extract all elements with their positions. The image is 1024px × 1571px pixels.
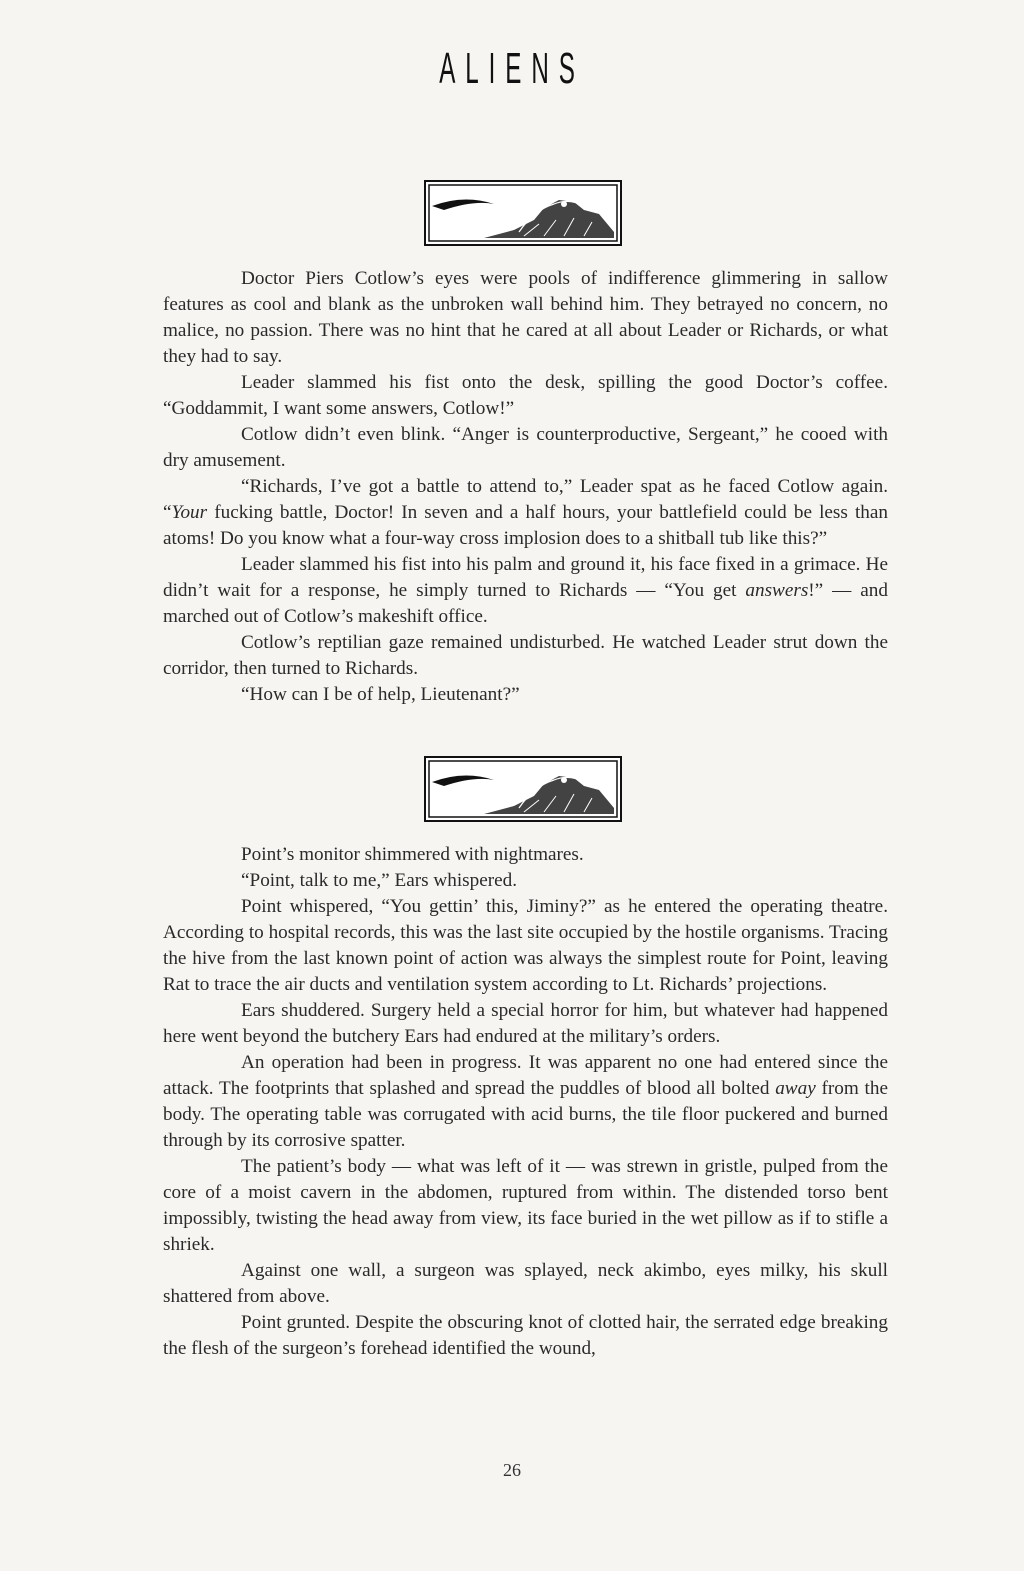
section-2-text <box>163 842 888 1362</box>
emphasis: answers <box>745 580 809 601</box>
alien-illustration-icon <box>424 756 622 822</box>
emphasis: away <box>775 1078 816 1099</box>
paragraph-start: “Richards, I’ve got a battle to attend to,” Leader spat as he faced Cotlow again. “ <box>163 476 888 523</box>
paragraph <box>163 474 888 552</box>
paragraph: Point whispered, “You gettin’ this, Jiminy?” as he entered the operating theatre. According to hospital records, this was the last site occupied by the hostile organisms. Tracing the hive from the last known point of action was always the simplest route for Point, leaving Rat to trace the air ducts and ventilation system according to Lt. Richards’ projections. <box>163 896 888 995</box>
paragraph: Cotlow didn’t even blink. “Anger is counterproductive, Sergeant,” he cooed with dry amusement. <box>163 424 888 471</box>
paragraph-rest: fucking battle, Doctor! In seven and a half hours, your battlefield could be less than atoms! Do you know what a four-way cross implosion does to a shitball tub like this?” <box>163 502 888 549</box>
paragraph <box>163 552 888 630</box>
alien-illustration-icon <box>424 180 622 246</box>
paragraph: Against one wall, a surgeon was splayed, neck akimbo, eyes milky, his skull shattered from above. <box>163 1260 888 1307</box>
paragraph-start: Leader slammed his fist into his palm and ground it, his face fixed in a grimace. He didn’t wait for a response, he simply turned to Richards — “You get <box>163 554 888 601</box>
paragraph: Leader slammed his fist onto the desk, spilling the good Doctor’s coffee. “Goddammit, I want some answers, Cotlow!” <box>163 372 888 419</box>
section-divider-alien-illustration <box>424 756 622 822</box>
paragraph: Ears shuddered. Surgery held a special horror for him, but whatever had happened here went beyond the butchery Ears had endured at the military’s orders. <box>163 1000 888 1047</box>
paragraph-start: An operation had been in progress. It was apparent no one had entered since the attack. The footprints that splashed and spread the puddles of blood all bolted <box>163 1052 888 1099</box>
section-1-text <box>163 266 888 708</box>
paragraph: The patient’s body — what was left of it — was strewn in gristle, pulped from the core of a moist cavern in the abdomen, ruptured from within. The distended torso bent impossibly, twisting the head away from view, its face buried in the wet pillow as if to stifle a shriek. <box>163 1156 888 1255</box>
paragraph <box>163 1050 888 1154</box>
paragraph: Doctor Piers Cotlow’s eyes were pools of indifference glimmering in sallow features as cool and blank as the unbroken wall behind him. They betrayed no concern, no malice, no passion. There was no hint that he cared at all about Leader or Richards, or what they had to say. <box>163 268 888 367</box>
paragraph: “Point, talk to me,” Ears whispered. <box>241 870 518 891</box>
section-divider-alien-illustration <box>424 180 622 246</box>
paragraph: Cotlow’s reptilian gaze remained undisturbed. He watched Leader strut down the corridor, then turned to Richards. <box>163 632 888 679</box>
paragraph-rest: !” — and marched out of Cotlow’s makeshift office. <box>163 580 888 627</box>
paragraph: Point’s monitor shimmered with nightmares. <box>241 844 584 865</box>
page-number: 26 <box>503 1460 521 1480</box>
paragraph-rest: from the body. The operating table was corrugated with acid burns, the tile floor puckered and burned through by its corrosive spatter. <box>163 1078 888 1151</box>
aliens-logo <box>230 44 793 94</box>
emphasis: Your <box>171 502 208 523</box>
logo-text: ALIENS <box>439 44 585 93</box>
paragraph: Point grunted. Despite the obscuring knot of clotted hair, the serrated edge breaking the flesh of the surgeon’s forehead identified the wound, <box>163 1312 888 1359</box>
paragraph: “How can I be of help, Lieutenant?” <box>241 684 520 705</box>
